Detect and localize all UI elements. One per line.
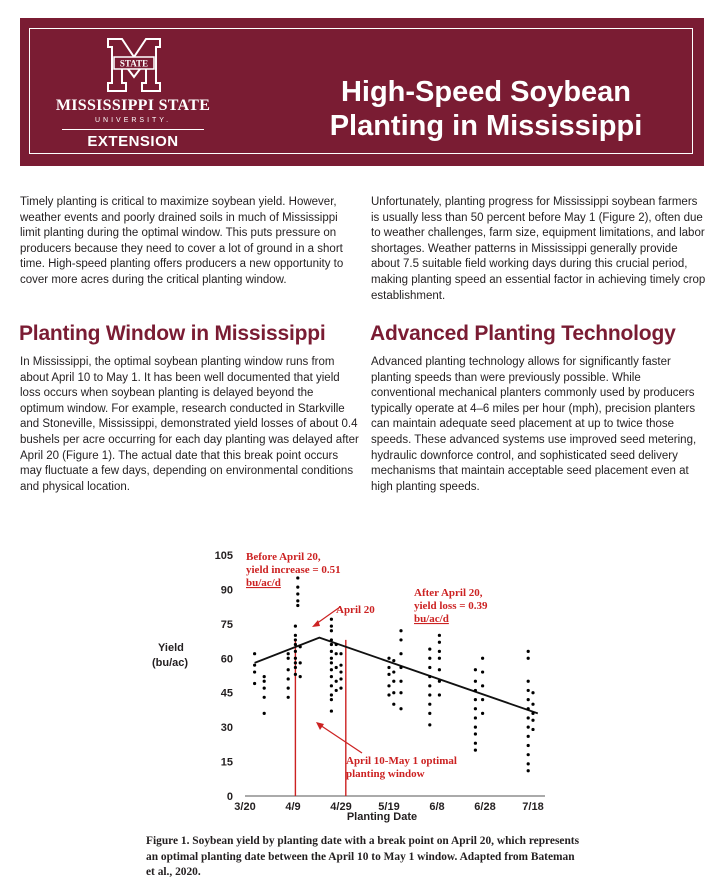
header-border xyxy=(29,28,693,154)
data-point xyxy=(294,666,297,669)
data-point xyxy=(399,638,402,641)
data-point xyxy=(387,673,390,676)
annotation-before-line-3: bu/ac/d xyxy=(246,577,281,589)
data-point xyxy=(299,661,302,664)
heading-planting-window: Planting Window in Mississippi xyxy=(19,322,326,345)
y-tick-label: 30 xyxy=(220,722,233,735)
intro-right-paragraph: Unfortunately, planting progress for Mississippi soybean farmers is usually less than 50 percent before May 1 (Figure 2), often due to weather challenges, farm size, equipment limitations, and labor shortages. Weather patterns in Mississippi generally provide about 7.5 suitable field working days during this crucial period, making planting speed an essential factor in achieving timely crop establishment. xyxy=(371,196,706,302)
x-tick-label: 6/28 xyxy=(474,801,496,813)
header-banner xyxy=(20,18,704,166)
data-point xyxy=(330,618,333,621)
data-point xyxy=(428,657,431,660)
data-point xyxy=(296,604,299,607)
annotation-before-line-1: Before April 20, xyxy=(246,551,321,563)
title-line-2: Planting in Mississippi xyxy=(329,110,643,142)
x-tick-label: 4/9 xyxy=(285,801,301,813)
data-point xyxy=(481,657,484,660)
data-point xyxy=(527,762,530,765)
data-point xyxy=(296,592,299,595)
data-point xyxy=(428,703,431,706)
data-point xyxy=(527,657,530,660)
page-title xyxy=(276,75,696,143)
data-point xyxy=(392,703,395,706)
data-point xyxy=(428,684,431,687)
data-point xyxy=(527,753,530,756)
data-point xyxy=(438,668,441,671)
data-point xyxy=(335,680,338,683)
data-point xyxy=(474,680,477,683)
data-point xyxy=(339,687,342,690)
annotation-after-line-3: bu/ac/d xyxy=(414,613,449,625)
data-point xyxy=(527,689,530,692)
x-axis-label: Planting Date xyxy=(346,811,418,823)
data-point xyxy=(263,675,266,678)
data-point xyxy=(527,726,530,729)
data-point xyxy=(263,687,266,690)
intro-left-paragraph: Timely planting is critical to maximize soybean yield. However, weather events and poorly drained soils in much of Mississippi limit planting during the optimal window. This puts pressure on producers because they need to cover a lot of ground in a short time. High-speed planting offers producers a new opportunity to cover more acres during the critical planting window. xyxy=(20,196,344,286)
data-point xyxy=(387,657,390,660)
data-point xyxy=(263,712,266,715)
data-point xyxy=(253,682,256,685)
annotation-window-line-1: April 10-May 1 optimal xyxy=(346,755,457,767)
data-point xyxy=(438,680,441,683)
annotation-after-line-2: yield loss = 0.39 xyxy=(414,600,488,612)
data-point xyxy=(330,643,333,646)
data-point xyxy=(339,670,342,673)
data-point xyxy=(287,687,290,690)
data-point xyxy=(287,696,290,699)
data-point xyxy=(294,634,297,637)
data-point xyxy=(387,684,390,687)
data-point xyxy=(527,707,530,710)
data-point xyxy=(531,691,534,694)
y-axis-label-line-2: (bu/ac) xyxy=(152,657,189,669)
data-point xyxy=(335,643,338,646)
data-point xyxy=(330,661,333,664)
data-point xyxy=(294,638,297,641)
window-arrow-icon xyxy=(320,725,362,753)
data-point xyxy=(263,696,266,699)
logo-name: MISSISSIPPI STATE xyxy=(55,97,211,114)
data-point xyxy=(296,599,299,602)
data-point xyxy=(531,703,534,706)
data-point xyxy=(339,677,342,680)
data-point xyxy=(294,650,297,653)
data-point xyxy=(392,691,395,694)
data-point xyxy=(335,689,338,692)
data-point xyxy=(330,684,333,687)
msu-extension-logo xyxy=(48,37,248,150)
data-point xyxy=(474,689,477,692)
data-point xyxy=(428,712,431,715)
april-20-arrowhead-icon xyxy=(312,620,320,627)
data-point xyxy=(287,657,290,660)
heading-advanced-technology: Advanced Planting Technology xyxy=(370,322,676,345)
data-point xyxy=(438,641,441,644)
data-point xyxy=(253,670,256,673)
y-tick-label: 60 xyxy=(220,653,233,666)
data-point xyxy=(527,680,530,683)
data-point xyxy=(294,643,297,646)
data-point xyxy=(335,666,338,669)
data-point xyxy=(387,666,390,669)
annotation-april-20: April 20 xyxy=(336,604,375,616)
y-tick-label: 45 xyxy=(220,687,233,700)
annotation-before-line-2: yield increase = 0.51 xyxy=(246,564,341,576)
logo-divider xyxy=(62,129,204,130)
data-point xyxy=(253,652,256,655)
data-point xyxy=(399,666,402,669)
data-point xyxy=(287,652,290,655)
data-point xyxy=(531,712,534,715)
data-point xyxy=(330,650,333,653)
figure-1-chart xyxy=(150,540,590,830)
x-tick-label: 6/8 xyxy=(429,801,445,813)
data-point xyxy=(474,742,477,745)
x-tick-label: 5/19 xyxy=(378,801,400,813)
data-point xyxy=(296,586,299,589)
data-point xyxy=(481,684,484,687)
data-point xyxy=(527,716,530,719)
y-axis-label-line-1: Yield xyxy=(158,642,184,654)
data-point xyxy=(330,625,333,628)
data-point xyxy=(474,726,477,729)
advanced-technology-body xyxy=(371,355,706,495)
title-line-1: High-Speed Soybean xyxy=(340,76,632,108)
data-point xyxy=(474,748,477,751)
data-point xyxy=(474,698,477,701)
data-point xyxy=(330,657,333,660)
data-point xyxy=(399,707,402,710)
logo-extension: EXTENSION xyxy=(87,133,179,150)
data-point xyxy=(296,576,299,579)
figure-caption: Figure 1. Soybean yield by planting date with a break point on April 20, which represents an optimal planting date between the April 10 to May 1 window. Adapted from Bateman et al., 2020. xyxy=(146,835,580,878)
x-tick-label: 4/29 xyxy=(330,801,352,813)
data-point xyxy=(438,634,441,637)
data-point xyxy=(527,650,530,653)
data-point xyxy=(330,693,333,696)
data-point xyxy=(481,670,484,673)
data-point xyxy=(330,638,333,641)
data-point xyxy=(474,732,477,735)
annotation-window-line-2: planting window xyxy=(346,768,425,780)
data-point xyxy=(527,735,530,738)
data-point xyxy=(438,693,441,696)
data-point xyxy=(263,680,266,683)
data-point xyxy=(392,659,395,662)
data-point xyxy=(387,693,390,696)
data-point xyxy=(428,666,431,669)
data-point xyxy=(438,657,441,660)
data-point xyxy=(474,668,477,671)
window-arrowhead-icon xyxy=(316,722,324,730)
data-point xyxy=(399,652,402,655)
data-point xyxy=(392,670,395,673)
data-point xyxy=(438,650,441,653)
y-tick-label: 105 xyxy=(214,550,233,562)
data-point xyxy=(299,675,302,678)
x-tick-label: 3/20 xyxy=(234,801,256,813)
data-point xyxy=(399,629,402,632)
data-point xyxy=(294,625,297,628)
data-point xyxy=(399,691,402,694)
y-tick-label: 15 xyxy=(220,756,233,769)
data-point xyxy=(481,698,484,701)
intro-right xyxy=(371,195,706,304)
data-point xyxy=(299,645,302,648)
advanced-technology-paragraph: Advanced planting technology allows for significantly faster planting speeds than were previously possible. While conventional mechanical planters commonly used by producers typically operate at 4–6 miles per hour (mph), precision planters can maintain adequate seed placement at up to twice those speeds. These advanced systems use improved seed metering, hydraulic downforce control, and sophisticated seed delivery mechanisms that maintain acceptable seed placement even at high planting speeds. xyxy=(371,356,697,493)
intro-left xyxy=(20,195,360,289)
data-point xyxy=(428,648,431,651)
planting-window-paragraph: In Mississippi, the optimal soybean planting window runs from about April 10 to May 1. It has been well documented that yield loss occurs when soybean planting is delayed beyond the optimum window. For example, research conducted in Starkville and Stoneville, Mississippi, demonstrated yield losses of about 0.4 bushels per acre occurring for each day planting was delayed after April 20 (Figure 1). The actual date that this break point occurs may fluctuate a few days, depending on environmental conditions and physical location. xyxy=(20,356,359,493)
data-point xyxy=(531,728,534,731)
data-point xyxy=(330,629,333,632)
data-point xyxy=(531,719,534,722)
data-point xyxy=(294,657,297,660)
logo-badge-text: STATE xyxy=(119,58,149,69)
y-tick-label: 75 xyxy=(220,618,233,631)
logo-university: UNIVERSITY. xyxy=(94,117,172,124)
y-tick-label: 90 xyxy=(220,584,233,597)
data-point xyxy=(474,707,477,710)
data-point xyxy=(330,698,333,701)
data-point xyxy=(330,675,333,678)
data-point xyxy=(287,677,290,680)
data-point xyxy=(339,664,342,667)
breakpoint-fit-line xyxy=(255,638,538,714)
data-point xyxy=(392,680,395,683)
planting-window-body xyxy=(20,355,360,495)
data-point xyxy=(428,675,431,678)
y-tick-label: 0 xyxy=(226,791,233,803)
data-point xyxy=(330,709,333,712)
data-point xyxy=(287,668,290,671)
data-point xyxy=(481,712,484,715)
data-point xyxy=(474,716,477,719)
data-point xyxy=(428,723,431,726)
msu-m-logo-icon xyxy=(104,37,164,93)
data-point xyxy=(339,652,342,655)
x-tick-label: 7/18 xyxy=(522,801,544,813)
data-point xyxy=(335,652,338,655)
data-point xyxy=(330,668,333,671)
annotation-after-line-1: After April 20, xyxy=(414,587,483,599)
data-point xyxy=(527,744,530,747)
data-point xyxy=(253,664,256,667)
data-point xyxy=(428,693,431,696)
data-point xyxy=(294,673,297,676)
data-point xyxy=(294,661,297,664)
data-point xyxy=(399,680,402,683)
data-point xyxy=(527,769,530,772)
data-point xyxy=(527,698,530,701)
